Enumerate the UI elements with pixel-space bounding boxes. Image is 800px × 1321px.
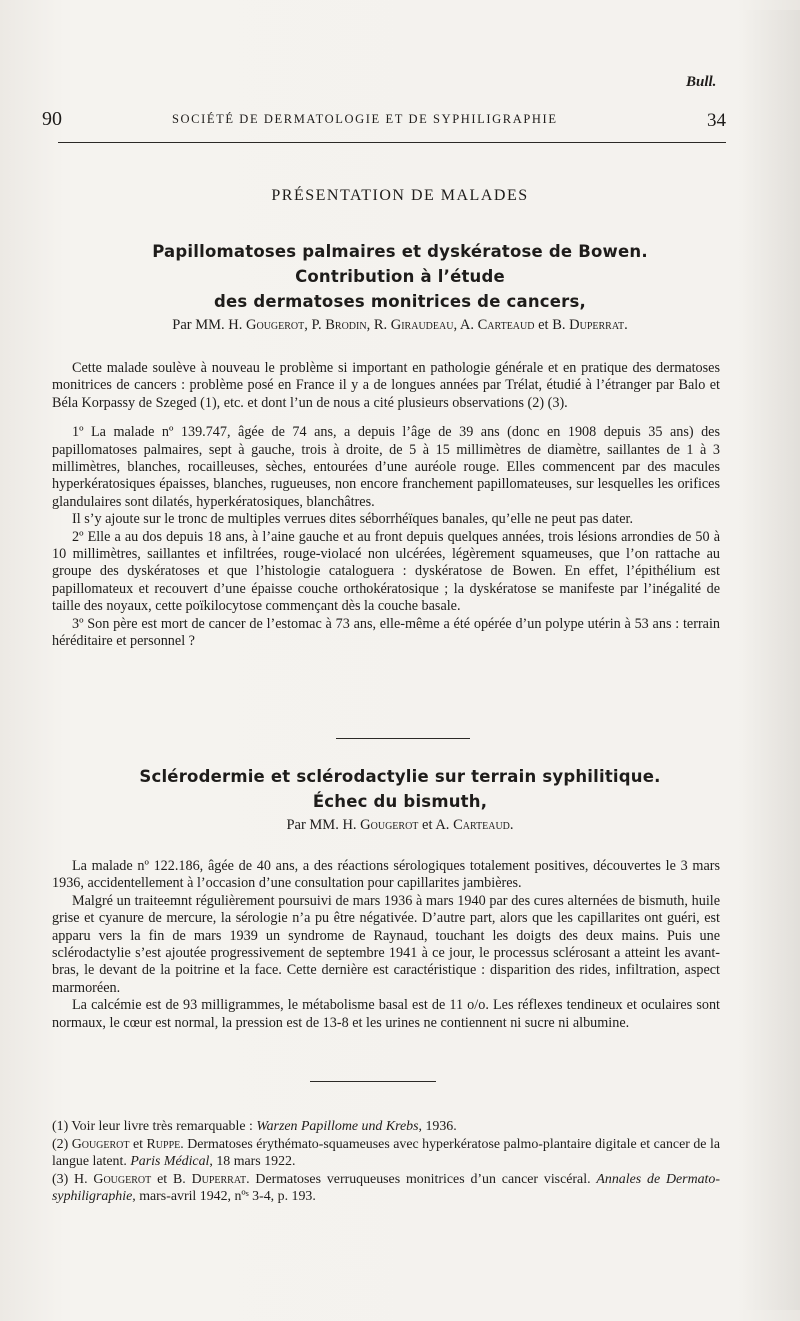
article2-title (40, 764, 760, 814)
article1-title-line: Papillomatoses palmaires et dyskératose de Bowen. (152, 242, 648, 261)
paragraph: Cette malade soulève à nouveau le problème si important en pathologie générale et en pratique des dermatoses monitrices de cancers : problème posé en France il y a de longues années par Trélat, étudié à l’étranger par Balo et Béla Korpassy de Szeged (1), etc. et dont l’un de nous a cité plusieurs observations (2) (3). (52, 360, 720, 411)
footnote-text: , mars-avril 1942, nºˢ 3-4, p. 193. (132, 1189, 316, 1205)
footnote-author: Duperrat (191, 1171, 247, 1187)
paragraph-gap (52, 412, 720, 424)
footnote-text: et (129, 1136, 147, 1152)
footnote-author: Ruppe (146, 1136, 181, 1152)
footnote-text: , 1936. (418, 1119, 457, 1134)
authors-sep: . (624, 317, 628, 333)
article1-title (40, 239, 760, 314)
paragraph: La malade nº 122.186, âgée de 40 ans, a des réactions sérologiques totalement positives, découvertes le 3 mars 1936, accidentellement à l’occasion d’une consultation pour capillarites jambières. (52, 858, 720, 892)
article2-body (52, 858, 720, 1032)
article1-body (52, 360, 720, 651)
article2-title-line: Échec du bismuth, (312, 792, 488, 811)
authors-sep: et B. (534, 317, 570, 333)
bull-label: Bull. (686, 74, 717, 90)
author-name: Carteaud (477, 317, 535, 333)
footnote-3 (52, 1171, 720, 1206)
paragraph: 2º Elle a au dos depuis 18 ans, à l’aine gauche et au front depuis quelques années, trois lésions arrondies de 50 à 10 millimètres, saillantes et infiltrées, rouge-violacé non ulcérées, légèrement squameuses, que l’on rattache au groupe des dyskératoses et que l’histologie cataloguera : dyskératose de Bowen. En effet, l’épithélium est papillomateux et recouvert d’une épaisse couche orthokératosique ; la dyskératose se manifeste par l’inégalité de taille des noyaux, cette poïkilocytose commençant dès la couche basale. (52, 528, 720, 615)
footnote-text: . Dermatoses érythémato-squameuses avec hyperkératose palmo-plantaire digitale et cancer de la langue latent. (52, 1136, 720, 1170)
footnote-1 (52, 1118, 720, 1136)
footnote-title: Paris Médical (130, 1154, 210, 1170)
authors-sep: et A. (418, 817, 454, 833)
footnote-author: Gougerot (71, 1136, 130, 1152)
article2-authors (40, 817, 760, 834)
article1-title-line: Contribution à l’étude (295, 267, 505, 286)
footnote-text: (1) Voir leur livre très remarquable : (52, 1119, 257, 1134)
page-edge-shadow (740, 10, 800, 1310)
separator-rule (310, 1081, 436, 1082)
author-name: Brodin (325, 317, 367, 333)
paragraph: Il s’y ajoute sur le tronc de multiples verrues dites séborrhéïques banales, qu’elle ne peut pas dater. (72, 511, 634, 528)
paragraph: 1º La malade nº 139.747, âgée de 74 ans, a depuis l’âge de 39 ans (donc en 1908 depuis 35 ans) des papillomatoses palmaires, sept à gauche, trois à droite, de 5 à 15 millimètres de diamètre, saillantes de 1 à 3 millimètres, blanches, rocailleuses, sèches, entourées d’une auréole rouge. Elles commencent par des macules hyperkératosiques épaisses, blanches, rugueuses, non encore franchement papillomateuses, sur lesquelles les orifices glandulaires sont dilatés, hyperkératosiques, blanchâtres. (52, 424, 720, 510)
footnote-text: (3) H. (52, 1171, 94, 1187)
footnote-text: . Dermatoses verruqueuses monitrices d’un cancer viscéral. (246, 1171, 597, 1187)
running-title: SOCIÉTÉ DE DERMATOLOGIE ET DE SYPHILIGRAPHIE (172, 112, 558, 126)
author-name: Giraudeau (390, 317, 454, 333)
running-header (42, 108, 726, 132)
footnote-title: Annales de Dermato-syphiligraphie (52, 1171, 720, 1205)
author-name: Carteaud (453, 817, 510, 833)
separator-rule (336, 738, 470, 739)
footnote-text: et B. (151, 1171, 192, 1187)
footnote-author: Gougerot (93, 1171, 152, 1187)
article1-authors (40, 317, 760, 334)
article2-title-line: Sclérodermie et sclérodactylie sur terrain syphilitique. (139, 767, 661, 786)
paragraph: Malgré un traiteemnt régulièrement poursuivi de mars 1936 à mars 1940 par des cures alternées de bismuth, huile grise et cyanure de mercure, la sérologie n’a pu être négativée. D’autre part, alors que les capillarites ont guéri, est apparu vers la fin de mars 1939 un syndrome de Raynaud, touchant les doigts des deux mains. Puis une sclérodactylie s’est ajoutée progressivement de septembre 1941 à ce jour, le processus sclérosant a atteint les avant-bras, le devant de la poitrine et la face. Cette dernière est caractéristique : disparition des rides, infiltration, aspect marmoréen. (52, 892, 720, 996)
footnote-text: (2) (52, 1136, 72, 1152)
header-rule (58, 142, 726, 143)
volume-number: 34 (707, 110, 726, 131)
authors-sep: , A. (453, 317, 478, 333)
article1-title-line: des dermatoses monitrices de cancers, (214, 292, 586, 311)
author-name: Duperrat (569, 317, 625, 333)
page-number: 90 (42, 108, 62, 130)
author-name: Gougerot (246, 317, 305, 333)
authors-sep: , R. (366, 317, 391, 333)
paragraph: 3º Son père est mort de cancer de l’estomac à 73 ans, elle-même a été opérée d’un polype utérin à 53 ans : terrain héréditaire et personnel ? (52, 615, 720, 650)
authors-sep: . (509, 817, 514, 833)
section-title: PRÉSENTATION DE MALADES (271, 187, 529, 204)
footnotes (52, 1118, 720, 1206)
paragraph: La calcémie est de 93 milligrammes, le métabolisme basal est de 11 o/o. Les réflexes tendineux et oculaires sont normaux, le cœur est normal, la pression est de 13-8 et les urines ne contiennent ni sucre ni albumine. (52, 997, 720, 1031)
authors-prefix: Par MM. H. (172, 317, 247, 333)
author-name: Gougerot (360, 817, 419, 833)
footnote-text: , 18 mars 1922. (209, 1154, 296, 1170)
footnote-title: Warzen Papillome und Krebs (256, 1119, 419, 1134)
footnote-2 (52, 1136, 720, 1171)
authors-prefix: Par MM. H. (286, 817, 361, 833)
authors-sep: , P. (304, 317, 326, 333)
